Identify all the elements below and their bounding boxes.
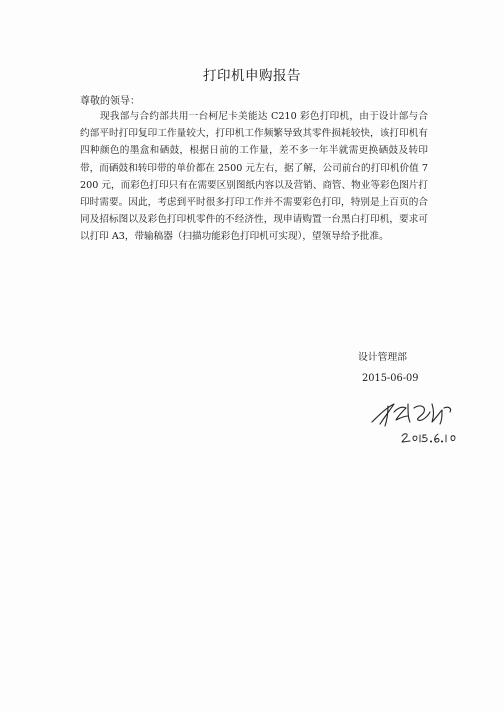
issue-date: 2015-06-09 [362, 373, 419, 384]
handwritten-signature [368, 386, 468, 450]
department-name: 设计管理部 [358, 352, 407, 363]
signature-block [340, 347, 450, 389]
salutation: 尊敬的领导： [80, 96, 140, 107]
handwritten-date-strokes [402, 434, 455, 442]
body-paragraph: 现我部与合约部共用一台柯尼卡美能达 C210 彩色打印机，由于设计部与合约部平时打印复印工作量较大，打印机工作频繁导致其零件损耗较快，该打印机有四种颜色的墨盒和硒鼓，根据日前的工作量，差不多一年半就需更换硒鼓及转印带，而硒鼓和转印带的单价都在 2500 元左右，据了解，公司前台的打印机价值 7200 元，而彩色打印只有在需要区别图纸内容以及营销、商管、物业等彩色图片打印时需要。因此，考虑到平时很多打印工作并不需要彩色打印，特别是上百页的合同及招标图以及彩色打印机零件的不经济性，现申请购置一台黑白打印机，要求可以打印 A3，带输稿器（扫描功能彩色打印机可实现），望领导给予批准。 [80, 111, 428, 243]
document-title: 打印机申购报告 [203, 68, 301, 84]
